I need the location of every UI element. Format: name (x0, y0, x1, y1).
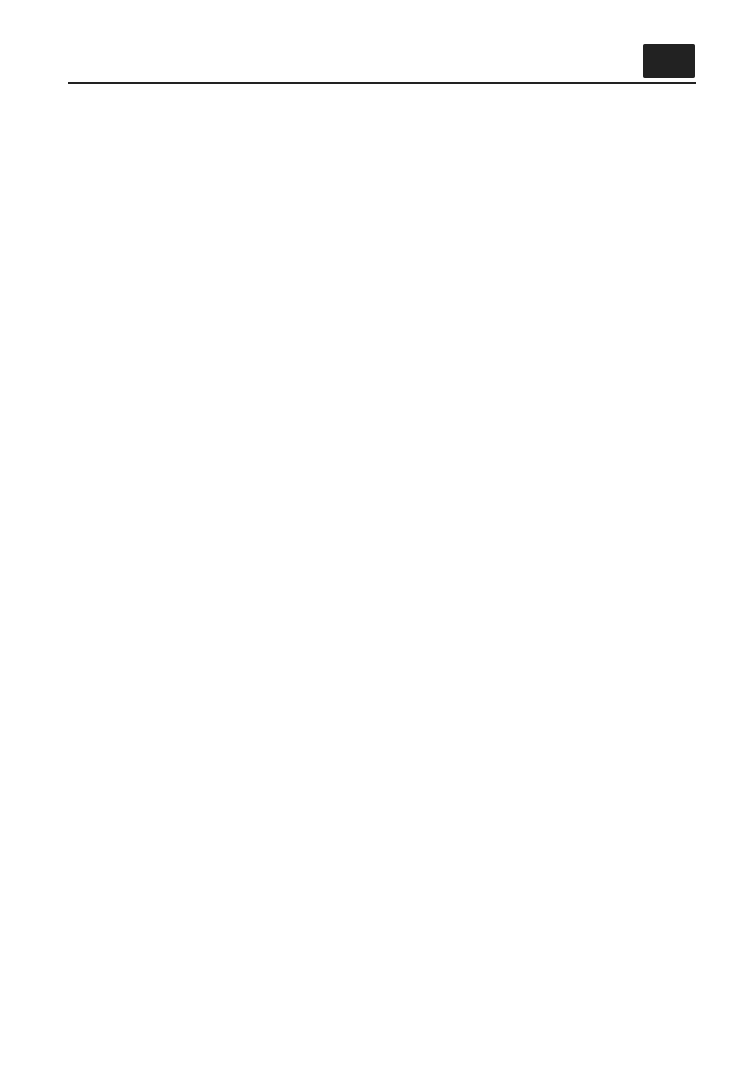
series-logo (643, 44, 695, 78)
page-header (395, 44, 695, 80)
header-divider (68, 82, 696, 84)
watermark-logo (600, 1025, 735, 1081)
